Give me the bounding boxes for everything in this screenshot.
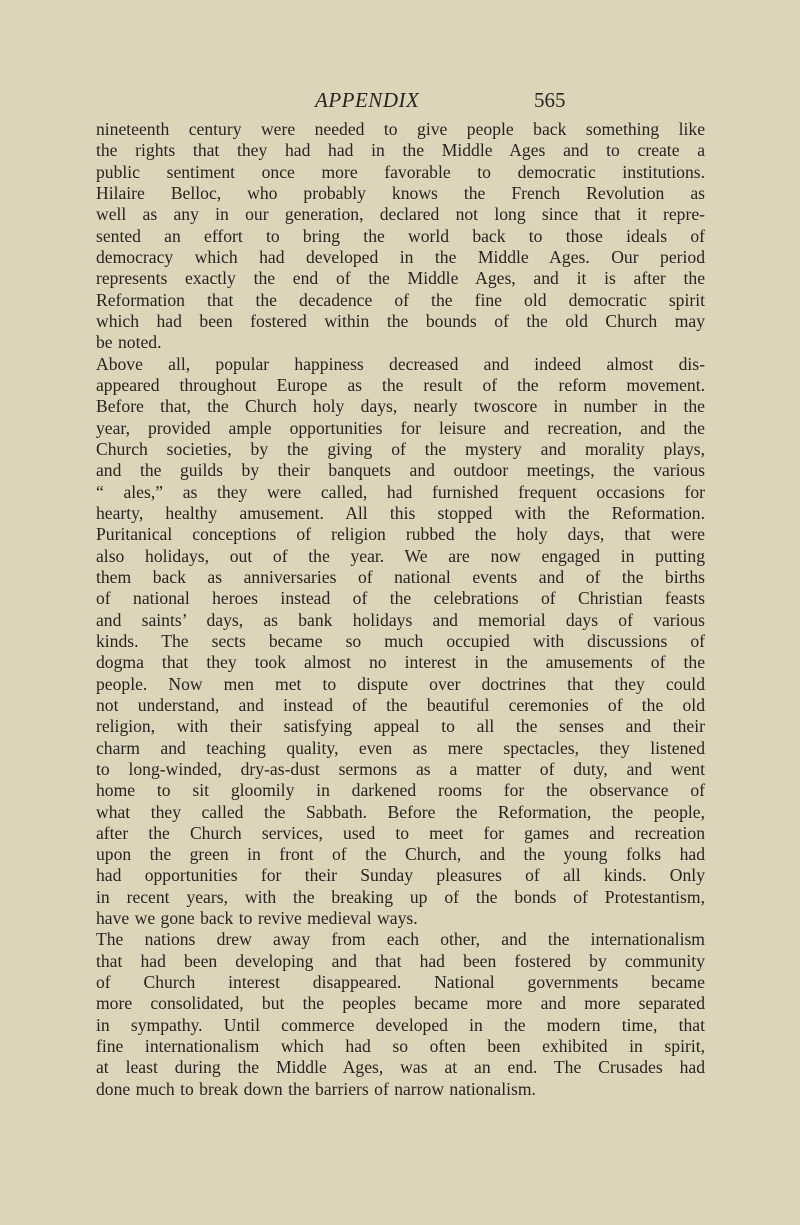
text-line: Reformation that the decadence of the fine old democratic spirit — [96, 289, 705, 310]
body-text — [96, 119, 705, 1100]
text-line: to long-winded, dry-as-dust sermons as a matter of duty, and went — [96, 758, 705, 779]
text-line: had opportunities for their Sunday pleasures of all kinds. Only — [96, 865, 705, 886]
paragraph — [96, 929, 705, 1100]
page-number: 565 — [534, 88, 566, 112]
text-line: in sympathy. Until commerce developed in the modern time, that — [96, 1014, 705, 1035]
text-line: people. Now men met to dispute over doctrines that they could — [96, 673, 705, 694]
text-line: charm and teaching quality, even as mere spectacles, they listened — [96, 737, 705, 758]
text-line: kinds. The sects became so much occupied with discussions of — [96, 630, 705, 651]
text-line: religion, with their satisfying appeal to all the senses and their — [96, 716, 705, 737]
text-line: nineteenth century were needed to give people back something like — [96, 119, 705, 139]
paragraph — [96, 354, 705, 930]
text-line: in recent years, with the breaking up of the bonds of Protestantism, — [96, 886, 705, 907]
text-line: be noted. — [96, 332, 162, 353]
text-line: of national heroes instead of the celebrations of Christian feasts — [96, 588, 705, 609]
text-line: Above all, popular happiness decreased and indeed almost dis- — [96, 353, 705, 374]
paragraph — [96, 119, 705, 354]
text-line: also holidays, out of the year. We are now engaged in putting — [96, 545, 705, 566]
text-line: and saints’ days, as bank holidays and memorial days of various — [96, 609, 705, 630]
text-line: of Church interest disappeared. National governments became — [96, 972, 705, 993]
text-line: and the guilds by their banquets and outdoor meetings, the various — [96, 460, 705, 481]
running-title: APPENDIX — [315, 88, 420, 112]
text-line: year, provided ample opportunities for leisure and recreation, and the — [96, 417, 705, 438]
page-header — [0, 88, 800, 118]
text-line: the rights that they had had in the Middle Ages and to create a — [96, 140, 705, 161]
text-line: The nations drew away from each other, and the internationalism — [96, 929, 705, 950]
text-line: well as any in our generation, declared not long since that it repre- — [96, 204, 705, 225]
text-line: what they called the Sabbath. Before the Reformation, the people, — [96, 801, 705, 822]
text-line: after the Church services, used to meet for games and recreation — [96, 822, 705, 843]
text-line: fine internationalism which had so often been exhibited in spirit, — [96, 1036, 705, 1057]
text-line: home to sit gloomily in darkened rooms for the observance of — [96, 780, 705, 801]
text-line: Puritanical conceptions of religion rubbed the holy days, that were — [96, 524, 705, 545]
text-line: sented an effort to bring the world back to those ideals of — [96, 225, 705, 246]
text-line: public sentiment once more favorable to democratic institutions. — [96, 161, 705, 182]
text-line: Hilaire Belloc, who probably knows the French Revolution as — [96, 182, 705, 203]
text-line: at least during the Middle Ages, was at an end. The Crusades had — [96, 1057, 705, 1078]
text-line: which had been fostered within the bounds of the old Church may — [96, 310, 705, 331]
text-line: represents exactly the end of the Middle Ages, and it is after the — [96, 268, 705, 289]
text-line: hearty, healthy amusement. All this stopped with the Reformation. — [96, 502, 705, 523]
text-line: done much to break down the barriers of narrow nationalism. — [96, 1078, 536, 1099]
text-line: them back as anniversaries of national events and of the births — [96, 566, 705, 587]
text-line: not understand, and instead of the beautiful ceremonies of the old — [96, 694, 705, 715]
text-line: Before that, the Church holy days, nearly twoscore in number in the — [96, 396, 705, 417]
text-line: “ ales,” as they were called, had furnished frequent occasions for — [96, 481, 705, 502]
text-line: upon the green in front of the Church, and the young folks had — [96, 844, 705, 865]
text-line: more consolidated, but the peoples became more and more separated — [96, 993, 705, 1014]
text-line: dogma that they took almost no interest in the amusements of the — [96, 652, 705, 673]
text-line: Church societies, by the giving of the mystery and morality plays, — [96, 438, 705, 459]
text-line: appeared throughout Europe as the result of the reform movement. — [96, 374, 705, 395]
text-line: have we gone back to revive medieval ways. — [96, 908, 418, 929]
text-line: democracy which had developed in the Middle Ages. Our period — [96, 246, 705, 267]
text-line: that had been developing and that had been fostered by community — [96, 950, 705, 971]
